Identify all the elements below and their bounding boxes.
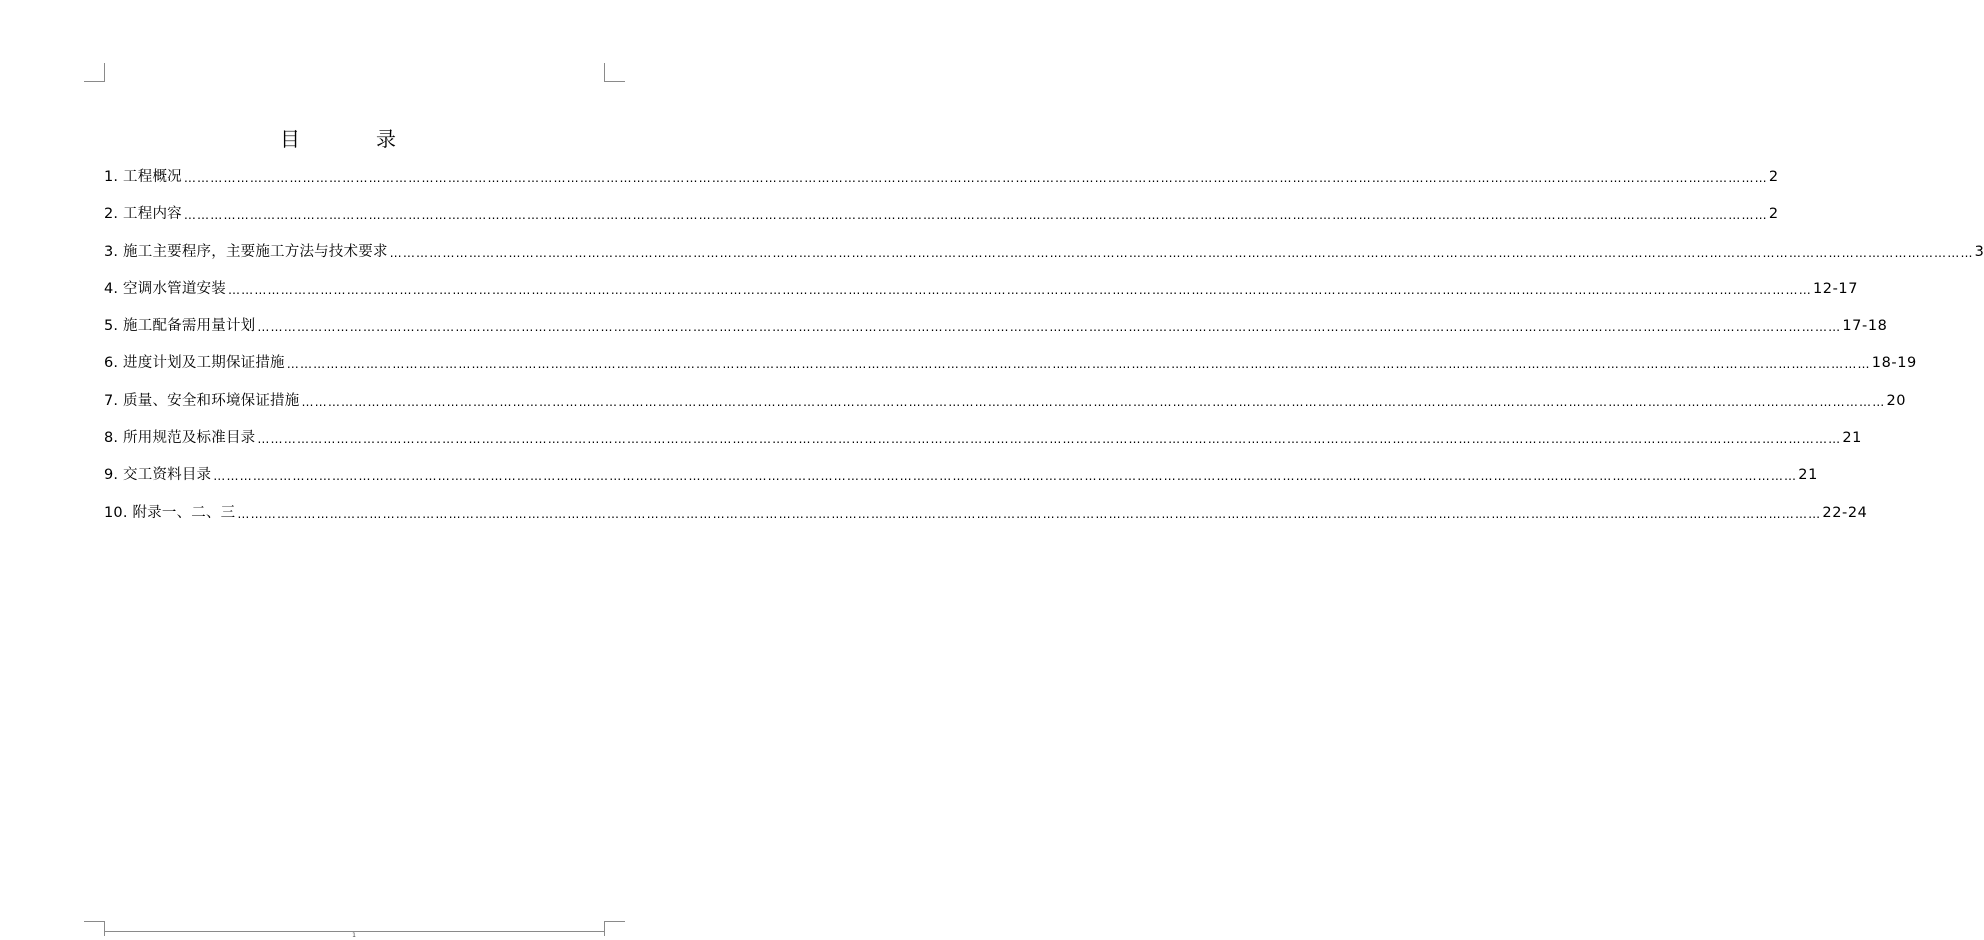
toc-entry-page: 21 (1798, 467, 1818, 484)
toc-entry-page: 17-18 (1842, 318, 1888, 335)
toc-title-char-2: 录 (376, 127, 396, 151)
toc-entry[interactable] (104, 502, 1868, 539)
toc-dot-leader: ……………………………………………………………………………………………………………………………………………………………………………………………………………………………………………………………………………………………………………………………… (389, 245, 1974, 260)
toc-dot-leader: ……………………………………………………………………………………………………………………………………………………………………………………………………………………………………………………………………………………………………………………………… (257, 432, 1842, 447)
toc-entry-label: 6. 进度计划及工期保证措施 (104, 355, 285, 372)
toc-entry-label: 2. 工程内容 (104, 206, 182, 223)
crop-mark-top-left (84, 63, 105, 82)
toc-dot-leader: ……………………………………………………………………………………………………………………………………………………………………………………………………………………………………………………………………………………………………………………………… (227, 282, 1812, 297)
toc-entry-label: 8. 所用规范及标准目录 (104, 430, 256, 447)
toc-entry[interactable] (104, 203, 1779, 240)
toc-entry-page: 2 (1768, 206, 1779, 223)
toc-dot-leader: ……………………………………………………………………………………………………………………………………………………………………………………………………………………………………………………………………………………………………………………………… (183, 208, 1768, 223)
toc-entry-label: 9. 交工资料目录 (104, 467, 212, 484)
toc-entry[interactable] (104, 241, 1984, 278)
toc-dot-leader: ……………………………………………………………………………………………………………………………………………………………………………………………………………………………………………………………………………………………………………………………… (301, 394, 1886, 409)
toc-entry-page: 12-17 (1812, 280, 1859, 297)
toc-entry[interactable] (104, 352, 1917, 389)
table-of-contents (104, 166, 1984, 539)
page-number: 1 (352, 932, 356, 939)
crop-mark-bottom-left (84, 921, 105, 936)
toc-entry-page: 3 (1974, 243, 1984, 260)
toc-entry-label: 1. 工程概况 (104, 169, 182, 185)
toc-entry[interactable] (104, 427, 1862, 464)
toc-entry-label: 7. 质量、安全和环境保证措施 (104, 392, 300, 409)
toc-entry[interactable] (104, 390, 1907, 427)
toc-title (280, 126, 420, 152)
toc-entry-label: 3. 施工主要程序，主要施工方法与技术要求 (104, 243, 388, 260)
toc-entry-label: 5. 施工配备需用量计划 (104, 318, 256, 335)
toc-entry[interactable] (104, 278, 1859, 315)
toc-dot-leader: ……………………………………………………………………………………………………………………………………………………………………………………………………………………………………………………………………………………………………………………………… (257, 320, 1842, 335)
toc-entry[interactable] (104, 315, 1888, 352)
toc-dot-leader: ……………………………………………………………………………………………………………………………………………………………………………………………………………………………………………………………………………………………………………………………… (286, 357, 1871, 372)
toc-dot-leader: ……………………………………………………………………………………………………………………………………………………………………………………………………………………………………………………………………………………………………………………………… (183, 171, 1768, 185)
toc-dot-leader: ……………………………………………………………………………………………………………………………………………………………………………………………………………………………………………………………………………………………………………………………… (237, 506, 1822, 521)
toc-dot-leader: ……………………………………………………………………………………………………………………………………………………………………………………………………………………………………………………………………………………………………………………………… (213, 469, 1798, 484)
crop-mark-top-right (604, 63, 625, 82)
toc-entry[interactable] (104, 464, 1818, 501)
toc-entry-page: 2 (1768, 169, 1779, 185)
toc-entry-page: 21 (1842, 430, 1862, 447)
toc-entry-label: 4. 空调水管道安装 (104, 280, 226, 297)
crop-mark-bottom-right (604, 921, 625, 936)
toc-title-char-1: 目 (280, 127, 300, 151)
toc-entry-page: 20 (1886, 392, 1907, 409)
toc-entry[interactable] (104, 166, 1779, 203)
toc-entry-page: 18-19 (1871, 355, 1917, 372)
toc-entry-label: 10. 附录一、二、三 (104, 504, 236, 521)
toc-entry-page: 22-24 (1822, 504, 1868, 521)
